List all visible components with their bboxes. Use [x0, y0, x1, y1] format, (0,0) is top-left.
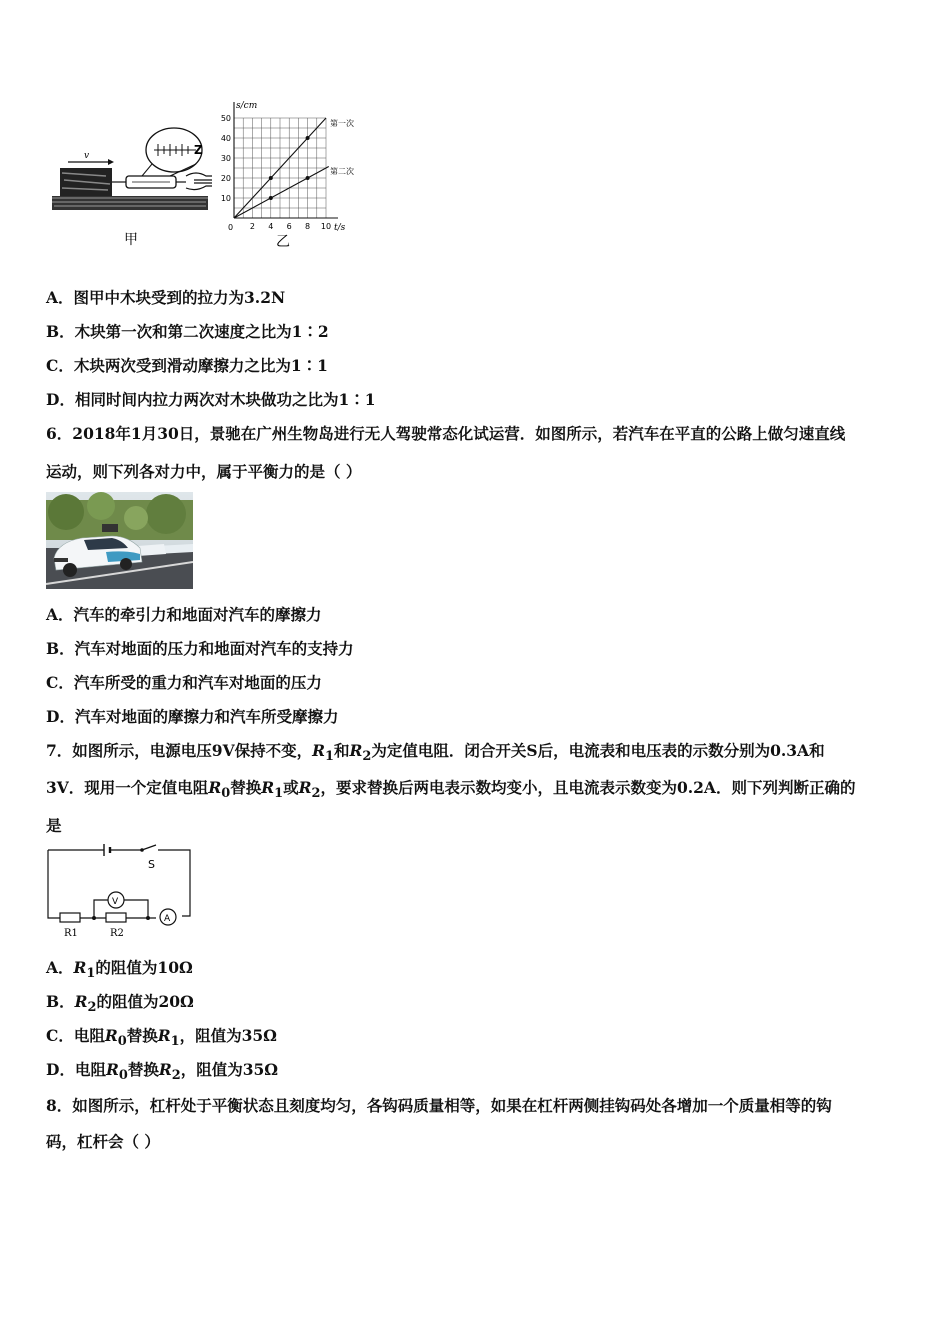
label-jia: 甲 — [124, 232, 138, 248]
q5-option-d: D．相同时间内拉力两次对木块做功之比为1∶1 — [46, 390, 376, 409]
circuit-diagram — [44, 842, 194, 940]
origin-label: 0 — [228, 223, 234, 232]
circuit-label-s: S — [148, 858, 155, 871]
x-tick-label: 10 — [320, 222, 332, 231]
figure-jia-block-spring-scale — [46, 118, 216, 253]
circuit-label-v: V — [112, 897, 119, 907]
label-yi: 乙 — [276, 234, 290, 250]
y-tick-label: 40 — [220, 134, 231, 143]
x-axis-label: t/s — [334, 223, 346, 233]
x-tick-label: 4 — [268, 222, 274, 231]
q7-stem-line1: 7．如图所示，电源电压9V保持不变，$R_1$和$R_2$为定值电阻．闭合开关S后，电流表和电压表的示数分别为0.3A和 — [46, 741, 825, 765]
q5-option-c: C．木块两次受到滑动摩擦力之比为1∶1 — [46, 356, 328, 375]
circuit-label-r2: R2 — [110, 928, 124, 939]
q7-stem-line3: 是 — [46, 816, 62, 835]
q6-stem-line1: 6．2018年1月30日，景驰在广州生物岛进行无人驾驶常态化试运营．如图所示，若汽车在平直的公路上做匀速直线 — [46, 424, 846, 443]
q7-option-d: D．电阻$R_0$替换$R_2$，阻值为35Ω — [46, 1060, 279, 1084]
series-label-first: 第一次 — [330, 119, 354, 128]
q5-option-a: A．图甲中木块受到的拉力为3.2N — [46, 288, 286, 307]
data-point — [306, 176, 310, 180]
q6-option-d: D．汽车对地面的摩擦力和汽车所受摩擦力 — [46, 707, 339, 726]
circuit-label-r1: R1 — [64, 928, 78, 939]
q7-option-a: A．$R_1$的阻值为10Ω — [46, 958, 193, 982]
data-point — [269, 196, 273, 200]
q7-option-b: B．$R_2$的阻值为20Ω — [46, 992, 194, 1016]
q6-option-a: A．汽车的牵引力和地面对汽车的摩擦力 — [46, 605, 322, 624]
label-v: v — [84, 151, 90, 161]
circuit-label-a: A — [164, 914, 171, 924]
car-photo — [46, 492, 193, 589]
data-point — [306, 136, 310, 140]
y-tick-label: 30 — [220, 154, 231, 163]
q6-stem-line2: 运动，则下列各对力中，属于平衡力的是（ ） — [46, 462, 362, 481]
y-tick-label: 50 — [220, 114, 231, 123]
q6-option-b: B．汽车对地面的压力和地面对汽车的支持力 — [46, 639, 354, 658]
y-axis-label: s/cm — [236, 101, 258, 111]
x-tick-label: 6 — [286, 222, 292, 231]
q5-option-b: B．木块第一次和第二次速度之比为1∶2 — [46, 322, 329, 341]
y-tick-label: 20 — [220, 174, 231, 183]
x-tick-label: 8 — [305, 222, 311, 231]
q8-stem-line1: 8．如图所示，杠杆处于平衡状态且刻度均匀，各钩码质量相等，如果在杠杆两侧挂钩码处各增加一个质量相等的钩 — [46, 1096, 832, 1115]
series-line-2 — [234, 167, 329, 219]
x-tick-label: 2 — [249, 222, 255, 231]
data-point — [269, 176, 273, 180]
q8-stem-line2: 码，杠杆会（ ） — [46, 1132, 160, 1151]
y-tick-label: 10 — [220, 194, 231, 203]
q6-option-c: C．汽车所受的重力和汽车对地面的压力 — [46, 673, 322, 692]
series-label-second: 第二次 — [330, 167, 354, 176]
q7-stem-line2: 3V．现用一个定值电阻$R_0$替换$R_1$或$R_2$，要求替换后两电表示数均变小，且电流表示数变为0.2A．则下列判断正确的 — [46, 778, 856, 802]
label-z: Z — [194, 143, 203, 157]
figure-yi-st-graph — [220, 98, 370, 250]
q7-option-c: C．电阻$R_0$替换$R_1$，阻值为35Ω — [46, 1026, 277, 1050]
